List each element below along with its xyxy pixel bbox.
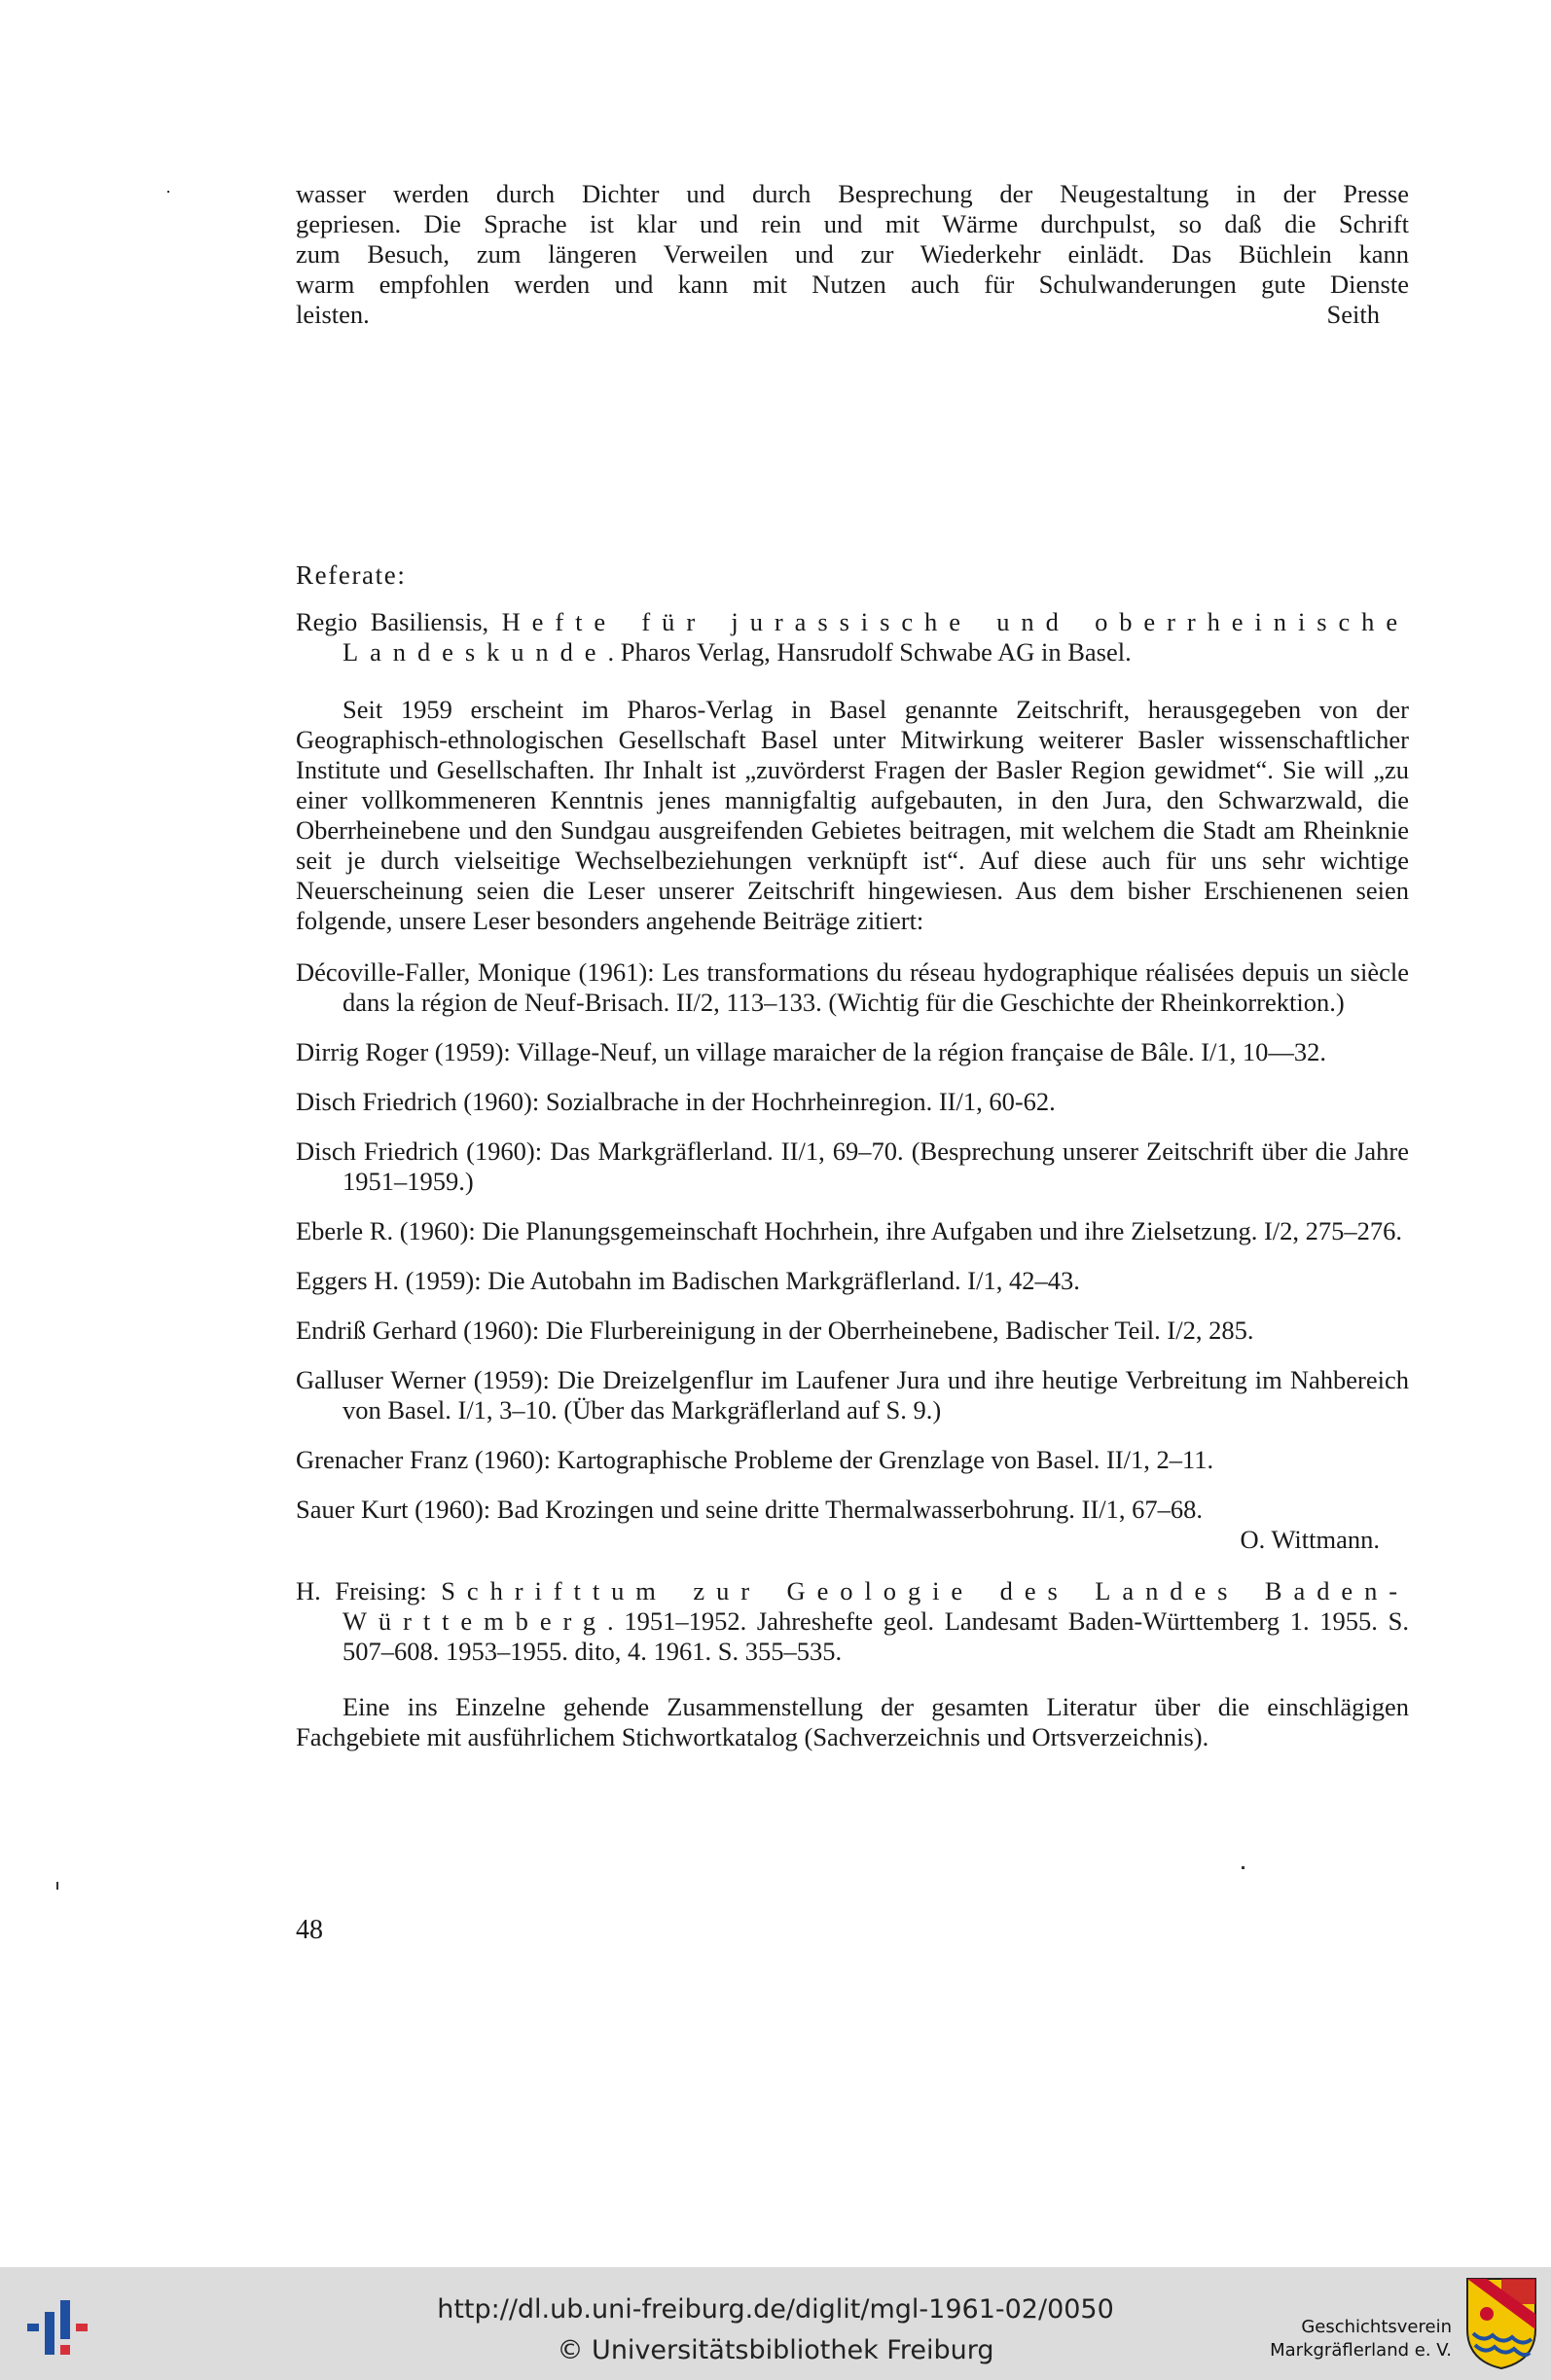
reviewer-signature: Seith: [1326, 300, 1380, 329]
scan-speck: [167, 191, 169, 193]
scan-speck: [1242, 1866, 1244, 1869]
reference-entry: Décoville-Faller, Monique (1961): Les transformations du réseau hydographique réalisées depuis un siècle dans la région de Neuf-Brisach. II/2, 113–133. (Wichtig für die Geschichte der Rheinkorrektion.): [296, 957, 1409, 1017]
footer-copyright: © Universitätsbibliothek Freiburg: [557, 2335, 994, 2365]
journal-title: Hefte für jurassische und oberrheinische Landeskunde: [343, 607, 1410, 667]
continuation-line: wasser werden durch Dichter und durch Besprechung der Neugestaltung in der Presse: [296, 179, 1409, 208]
freising-entry: [296, 1576, 1409, 1667]
freising-title: Schrifttum zur Geologie des Landes Baden-Württemberg: [343, 1576, 1409, 1636]
continuation-line: zum Besuch, zum längeren Verweilen und zur Wiederkehr einlädt. Das Büchlein kann: [296, 239, 1409, 269]
referate-section: [296, 607, 1409, 1752]
journal-entry: [296, 607, 1409, 667]
scan-speck: [56, 1882, 58, 1890]
reference-entry: Disch Friedrich (1960): Das Markgräflerland. II/1, 69–70. (Besprechung unserer Zeitschrift über die Jahre 1951–1959.): [296, 1136, 1409, 1196]
reference-entry: Eggers H. (1959): Die Autobahn im Badischen Markgräflerland. I/1, 42–43.: [296, 1266, 1080, 1295]
footer-url-link[interactable]: http://dl.ub.uni-freiburg.de/diglit/mgl-1961-02/0050: [437, 2294, 1114, 2325]
freising-details: . 1951–1952. Jahreshefte geol. Landesamt Baden-Württemberg 1. 1955. S. 507–608. 1953–1955. dito, 4. 1961. S. 355–535.: [343, 1606, 1409, 1666]
journal-publisher: . Pharos Verlag, Hansrudolf Schwabe AG in Basel.: [607, 637, 1132, 667]
section-heading: Referate:: [296, 560, 407, 590]
society-line-1: Geschichtsverein: [1301, 2317, 1452, 2337]
society-name: [1270, 2316, 1452, 2362]
continuation-last-line: [296, 300, 1409, 330]
coat-of-arms-icon: [1463, 2275, 1539, 2372]
journal-author: Regio Basiliensis,: [296, 607, 489, 636]
intro-paragraph: Seit 1959 erscheint im Pharos-Verlag in Basel genannte Zeitschrift, herausgegeben von der Geographisch-ethnologischen Gesellschaft Basel unter Mitwirkung weiterer Basler wissenschaftlicher Institute und Gesellschaften. Ihr Inhalt ist „zuvörderst Fragen der Basler Region gewidmet“. Sie will „zu einer vollkommeneren Kenntnis jenes mannigfaltig aufgebauten, in den Jura, den Schwarzwald, die Oberrheinebene und den Sundgau ausgreifenden Gebietes beitragen, mit welchem die Stadt am Rheinknie seit je durch vielseitige Wechselbeziehungen verknüpft ist“. Auf diese auch für uns sehr wichtige Neuerscheinung seien die Leser unserer Zeitschrift hingewiesen. Aus dem bisher Erschienenen seien folgende, unsere Leser besonders angehende Beiträge zitiert:: [296, 695, 1409, 935]
society-line-2: Markgräflerland e. V.: [1270, 2340, 1452, 2361]
reference-entry: Disch Friedrich (1960): Sozialbrache in der Hochrheinregion. II/1, 60-62.: [296, 1087, 1056, 1116]
reference-entry: Endriß Gerhard (1960): Die Flurbereinigung in der Oberrheinebene, Badischer Teil. I/2, 285.: [296, 1316, 1254, 1345]
page-number: 48: [296, 1915, 323, 1945]
reference-entry: Dirrig Roger (1959): Village-Neuf, un village maraicher de la région française de Bâle. I/1, 10—32.: [296, 1037, 1327, 1066]
referate-signature: O. Wittmann.: [1240, 1525, 1380, 1554]
continuation-line: gepriesen. Die Sprache ist klar und rein und mit Wärme durchpulst, so daß die Schrift: [296, 209, 1409, 238]
freising-paragraph: Eine ins Einzelne gehende Zusammenstellung der gesamten Literatur über die einschlägigen Fachgebiete mit ausführlichem Stichwortkatalog (Sachverzeichnis und Ortsverzeichnis).: [296, 1692, 1409, 1751]
continuation-last-text: leisten.: [296, 300, 370, 329]
freising-author: H. Freising:: [296, 1576, 427, 1605]
reference-entry: Grenacher Franz (1960): Kartographische Probleme der Grenzlage von Basel. II/1, 2–11.: [296, 1445, 1214, 1474]
reference-entry: Eberle R. (1960): Die Planungsgemeinschaft Hochrhein, ihre Aufgaben und ihre Zielsetzung. I/2, 275–276.: [296, 1216, 1403, 1245]
reference-entry: Galluser Werner (1959): Die Dreizelgenflur im Laufener Jura und ihre heutige Verbreitung im Nahbereich von Basel. I/1, 3–10. (Über das Markgräflerland auf S. 9.): [296, 1365, 1409, 1424]
reference-entry: Sauer Kurt (1960): Bad Krozingen und seine dritte Thermalwasserbohrung. II/1, 67–68.: [296, 1495, 1203, 1524]
footer-bar: [0, 2267, 1551, 2380]
continuation-paragraph: [296, 179, 1409, 330]
continuation-line: warm empfohlen werden und kann mit Nutzen auch für Schulwanderungen gute Dienste: [296, 270, 1409, 299]
